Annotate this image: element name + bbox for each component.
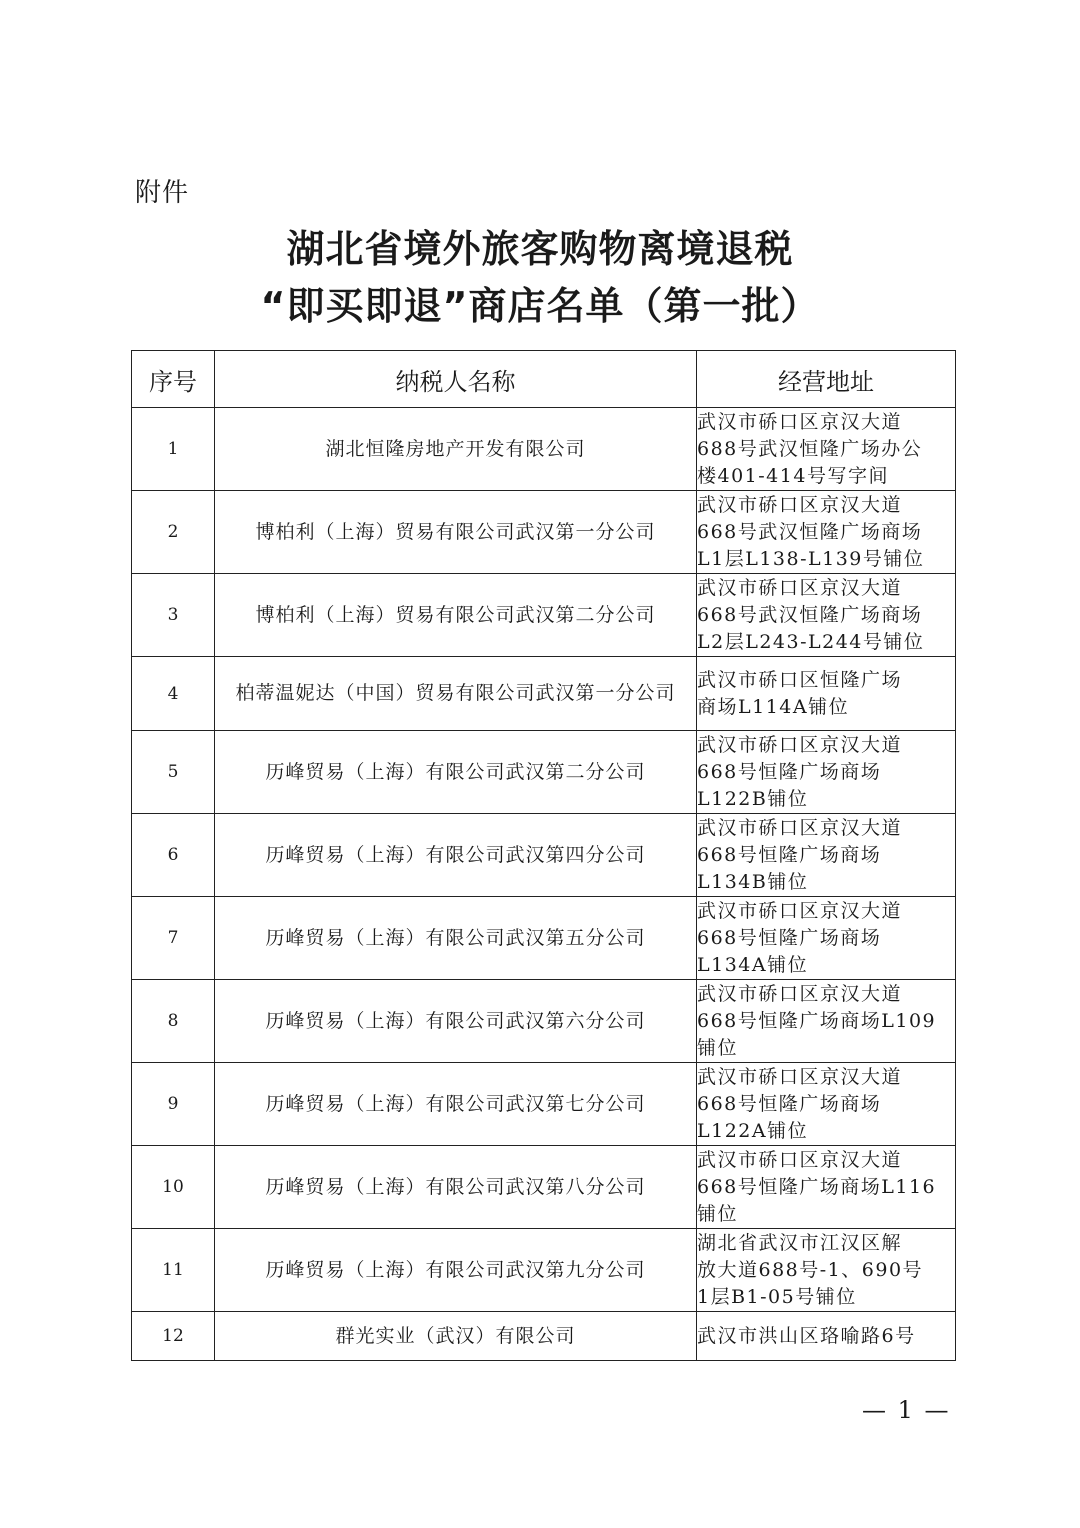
row-address-cell: 武汉市硚口区京汉大道 668号武汉恒隆广场商场 L2层L243-L244号铺位 [697,574,956,657]
table-row [132,491,956,574]
row-address-cell: 武汉市硚口区京汉大道 668号恒隆广场商场 L122A铺位 [697,1063,956,1146]
row-seq-cell: 5 [132,731,215,814]
row-seq-cell: 8 [132,980,215,1063]
table-row [132,574,956,657]
row-taxpayer-name-cell: 群光实业（武汉）有限公司 [215,1312,697,1361]
table-row [132,897,956,980]
table-row [132,1063,956,1146]
row-taxpayer-name-cell: 历峰贸易（上海）有限公司武汉第八分公司 [215,1146,697,1229]
row-address-cell: 武汉市硚口区恒隆广场 商场L114A铺位 [697,657,956,731]
row-taxpayer-name-cell: 历峰贸易（上海）有限公司武汉第九分公司 [215,1229,697,1312]
row-taxpayer-name-cell: 历峰贸易（上海）有限公司武汉第五分公司 [215,897,697,980]
row-taxpayer-name-cell: 历峰贸易（上海）有限公司武汉第六分公司 [215,980,697,1063]
row-taxpayer-name-cell: 湖北恒隆房地产开发有限公司 [215,408,697,491]
header-seq: 序号 [132,351,215,408]
document-title-line2: “即买即退”商店名单（第一批） [260,284,820,328]
row-seq-cell: 11 [132,1229,215,1312]
header-taxpayer-name: 纳税人名称 [215,351,697,408]
document-title-line1: 湖北省境外旅客购物离境退税 [286,227,794,271]
table-row [132,1229,956,1312]
table-row [132,1146,956,1229]
header-business-address: 经营地址 [697,351,956,408]
row-seq-cell: 9 [132,1063,215,1146]
row-address-cell: 湖北省武汉市江汉区解 放大道688号-1、690号 1层B1-05号铺位 [697,1229,956,1312]
table-row [132,980,956,1063]
row-seq-cell: 12 [132,1312,215,1361]
row-seq-cell: 10 [132,1146,215,1229]
row-address-cell: 武汉市硚口区京汉大道 688号武汉恒隆广场办公 楼401-414号写字间 [697,408,956,491]
store-list-table [131,350,956,1361]
row-seq-cell: 7 [132,897,215,980]
row-seq-cell: 4 [132,657,215,731]
attachment-label: 附件 [135,178,190,208]
row-address-cell: 武汉市硚口区京汉大道 668号恒隆广场商场 L134A铺位 [697,897,956,980]
row-taxpayer-name-cell: 历峰贸易（上海）有限公司武汉第二分公司 [215,731,697,814]
row-seq-cell: 6 [132,814,215,897]
row-seq-cell: 2 [132,491,215,574]
table-row [132,731,956,814]
row-address-cell: 武汉市硚口区京汉大道 668号恒隆广场商场 L122B铺位 [697,731,956,814]
row-taxpayer-name-cell: 历峰贸易（上海）有限公司武汉第四分公司 [215,814,697,897]
row-address-cell: 武汉市洪山区珞喻路6号 [697,1312,956,1361]
table-row [132,1312,956,1361]
row-address-cell: 武汉市硚口区京汉大道 668号恒隆广场商场L109 铺位 [697,980,956,1063]
table-row [132,408,956,491]
page-number: — 1 — [862,1396,951,1424]
table-body [132,408,956,1361]
row-address-cell: 武汉市硚口区京汉大道 668号武汉恒隆广场商场 L1层L138-L139号铺位 [697,491,956,574]
row-address-cell: 武汉市硚口区京汉大道 668号恒隆广场商场 L134B铺位 [697,814,956,897]
row-seq-cell: 3 [132,574,215,657]
row-taxpayer-name-cell: 博柏利（上海）贸易有限公司武汉第一分公司 [215,491,697,574]
table-row [132,657,956,731]
row-taxpayer-name-cell: 博柏利（上海）贸易有限公司武汉第二分公司 [215,574,697,657]
table-header-row [132,351,956,408]
row-seq-cell: 1 [132,408,215,491]
row-address-cell: 武汉市硚口区京汉大道 668号恒隆广场商场L116 铺位 [697,1146,956,1229]
row-taxpayer-name-cell: 柏蒂温妮达（中国）贸易有限公司武汉第一分公司 [215,657,697,731]
table-row [132,814,956,897]
row-taxpayer-name-cell: 历峰贸易（上海）有限公司武汉第七分公司 [215,1063,697,1146]
